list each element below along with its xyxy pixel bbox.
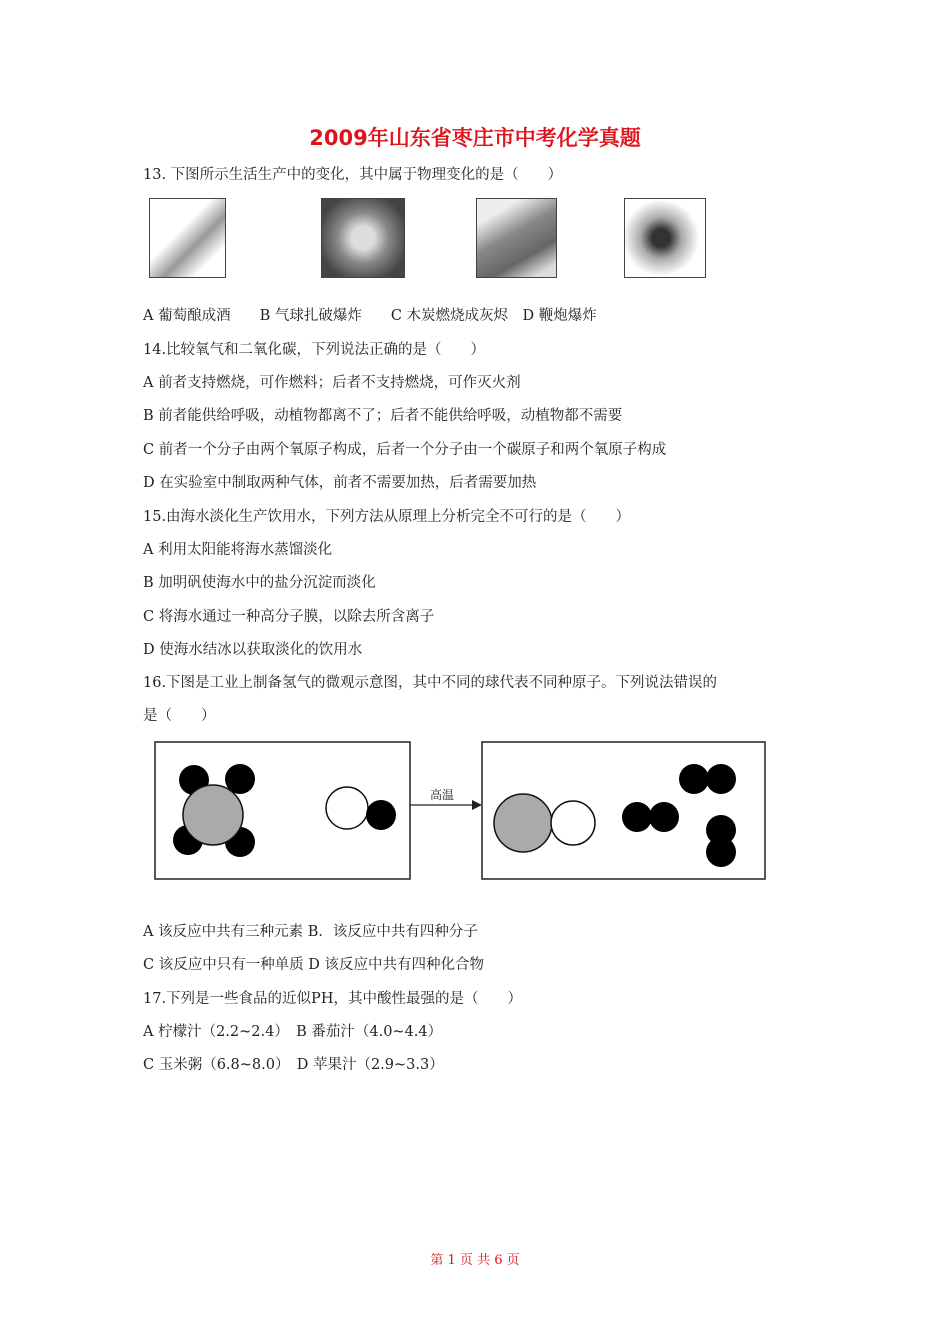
q14-option-c: C 前者一个分子由两个氧原子构成，后者一个分子由一个碳原子和两个氧原子构成 [143,442,667,458]
question-14: 14.比较氧气和二氧化碳，下列说法正确的是（ ） [143,342,486,358]
q14-option-a: A 前者支持燃烧，可作燃料；后者不支持燃烧，可作灭火剂 [143,375,521,391]
question-17: 17.下列是一些食品的近似PH，其中酸性最强的是（ ） [143,991,522,1007]
q16-options-ab: A 该反应中共有三种元素 B．该反应中共有四种分子 [143,924,478,940]
question-15: 15.由海水淡化生产饮用水，下列方法从原理上分析完全不可行的是（ ） [143,509,631,525]
reaction-condition: 高温 [430,788,455,802]
q15-option-a: A 利用太阳能将海水蒸馏淡化 [143,542,333,558]
q16-options-cd: C 该反应中只有一种单质 D 该反应中共有四种化合物 [143,957,485,973]
question-13: 13. 下图所示生活生产中的变化，其中属于物理变化的是（ ） [143,167,563,183]
q15-option-c: C 将海水通过一种高分子膜，以除去所含离子 [143,609,435,625]
q15-option-b: B 加明矾使海水中的盐分沉淀而淡化 [143,575,376,591]
question-16-cont: 是（ ） [143,708,216,724]
q17-options-cd: C 玉米粥（6.8~8.0） D 苹果汁（2.9~3.3） [143,1057,444,1073]
q15-option-d: D 使海水结冰以获取淡化的饮用水 [143,642,363,658]
q17-options-ab: A 柠檬汁（2.2~2.4） B 番茄汁（4.0~4.4） [143,1024,443,1040]
question-16: 16.下图是工业上制备氢气的微观示意图，其中不同的球代表不同种原子。下列说法错误的 [143,675,718,691]
q14-option-b: B 前者能供给呼吸，动植物都离不了；后者不能供给呼吸，动植物都不需要 [143,408,623,424]
q13-options: A 葡萄酿成酒 B 气球扎破爆炸 C 木炭燃烧成灰烬 D 鞭炮爆炸 [143,308,597,324]
page-title: 2009年山东省枣庄市中考化学真题 [309,126,641,150]
page-footer: 第 1 页 共 6 页 [430,1253,520,1268]
q14-option-d: D 在实验室中制取两种气体，前者不需要加热，后者需要加热 [143,475,537,491]
